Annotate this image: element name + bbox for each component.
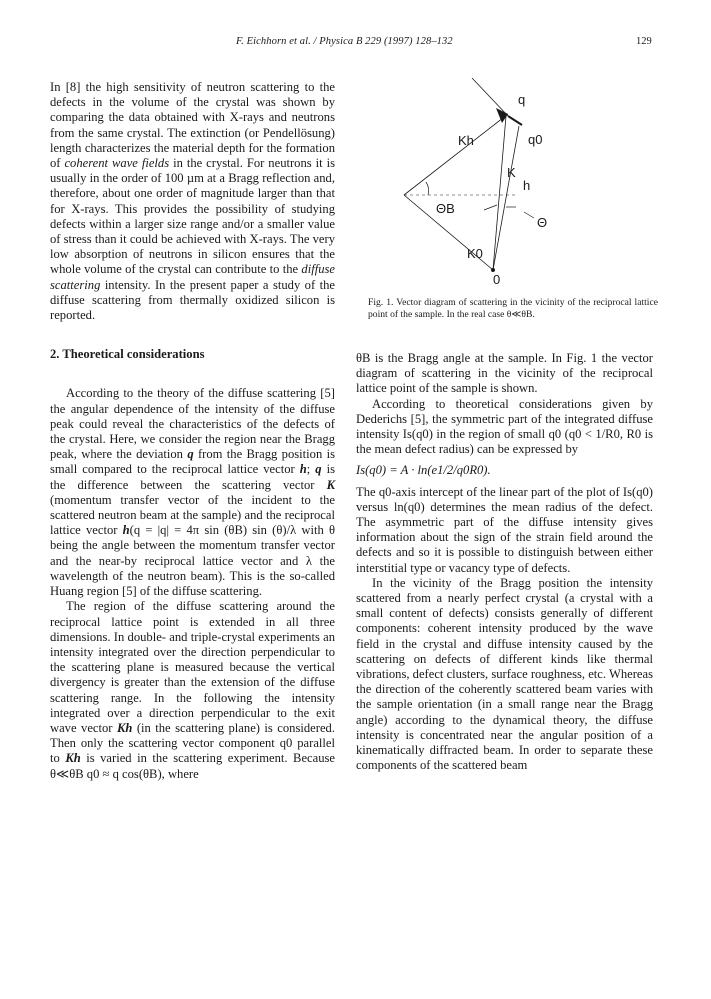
kh-label: Kh	[458, 133, 474, 148]
right-paragraph-4: In the vicinity of the Bragg position the intensity scattered from a nearly perfect crystal (a crystal with a small content of defects) consists generally of different components: coherent intensity produced by the wave field in the crystal and diffuse intensity caused by the scattering on defects of different kinds like thermal vibrations, defect clusters, surface roughness, etc. Whereas the direction of the coherently scattered beam varies with the sample orientation (in a small range near the Bragg angle) according to the dynamical theory, the diffuse intensity is concentrated near the angular position of a kinematically diffracted beam. In order to separate these components of the scattered beam	[356, 575, 654, 773]
q-vector	[508, 116, 522, 125]
k0-label: K0	[467, 246, 483, 261]
intro-paragraph: In [8] the high sensitivity of neutron scattering to the defects in the volume of the crystal was shown by comparing the data obtained with X-rays and neutrons from the same crystal. The extinction (or Pendellösung) length characterizes the material depth for the formation of coherent wave fields in the crystal. For neutrons it is usually in the order of 100 µm at a Bragg reflection and, therefore, about one order of magnitude larger than that for X-rays. This provides the possibility of studying defects within a larger size range and/or a smaller value of stress than it could be achieved with X-rays. The very low absorption of neutrons in silicon ensures that the whole volume of the crystal can contribute to the diffuse scattering intensity. In the present paper a study of the diffuse scattering from thermally oxidized silicon is reported.	[50, 80, 335, 323]
theta-tick-left	[484, 205, 497, 210]
k-vector	[493, 116, 506, 270]
kh-line	[404, 114, 508, 195]
right-paragraph-1: θB is the Bragg angle at the sample. In Fig. 1 the vector diagram of scattering in the vicinity of the reciprocal lattice point of the sample is shown.	[356, 351, 653, 396]
page-number: 129	[636, 36, 652, 47]
thetaB-label: ΘB	[436, 201, 455, 216]
guide-line	[472, 78, 508, 116]
equation: Is(q0) = A · ln(e1/2/q0R0).	[356, 463, 491, 478]
q0-label: q0	[528, 132, 543, 147]
right-paragraph-2: According to theoretical considerations given by Dederichs [5], the symmetric part of the integrated diffuse intensity Is(q0) in the region of small q0 (q0 < 1/R0, R0 is the mean defect radius) can be expressed by	[356, 396, 653, 457]
left-column	[50, 80, 335, 782]
running-header	[0, 36, 711, 52]
figure-caption: Fig. 1. Vector diagram of scattering in the vicinity of the reciprocal lattice point of the sample. In the real case θ≪θB.	[368, 297, 658, 320]
right-column	[356, 351, 653, 773]
theory-paragraph-2: The region of the diffuse scattering around the reciprocal lattice point is extended in all three dimensions. In double- and triple-crystal experiments an intensity integrated over the direction perpendicular to the scattering plane is measured because the vertical divergency is greater than the extension of the diffuse scattering range. In the following the intensity integrated over a direction perpendicular to the exit wave vector Kh (in the scattering plane) is considered. Then only the scattering vector component q0 parallel to Kh is varied in the scattering experiment. Because θ≪θB q0 ≈ q cos(θB), where	[50, 599, 336, 781]
h-label: h	[523, 178, 531, 193]
h-vector	[493, 126, 519, 270]
theta-label: Θ	[537, 215, 548, 230]
theta-leader	[524, 212, 534, 218]
section-heading: 2. Theoretical considerations	[50, 347, 205, 362]
apex-arrowhead	[496, 108, 508, 123]
thetaB-arc	[426, 182, 429, 195]
journal-citation: F. Eichhorn et al. / Physica B 229 (1997) 128–132	[236, 36, 453, 47]
q-label: q	[518, 92, 526, 107]
right-paragraph-3: The q0-axis intercept of the linear part of the plot of Is(q0) versus ln(q0) determines the mean radius of the defect. The asymmetric part of the diffuse intensity gives information about the sign of the strain field around the defects and so it is possible to distinguish between either interstitial type or vacancy type of defects.	[356, 484, 653, 575]
theory-paragraph-1: According to the theory of the diffuse scattering [5] the angular dependence of the intensity of the diffuse peak could reveal the characteristics of the defects of the crystal. Here, we consider the region near the Bragg peak, where the deviation q from the Bragg position is small compared to the reciprocal lattice vector h; q is the difference between the scattering vector K (momentum transfer vector of the incident to the scattered neutron beam at the sample) and the reciprocal lattice vector h(q = |q| = 4π sin (θB) sin (θ)/λ with θ being the angle between the momentum transfer vector and the near-by reciprocal lattice vector and λ the wavelength of the neutron beam). This is the so-called Huang region [5] of the diffuse scattering.	[50, 386, 335, 599]
vector-diagram	[356, 70, 656, 285]
origin-label: 0	[493, 272, 501, 285]
k-label: K	[507, 165, 516, 180]
vector-diagram-figure	[356, 70, 656, 285]
